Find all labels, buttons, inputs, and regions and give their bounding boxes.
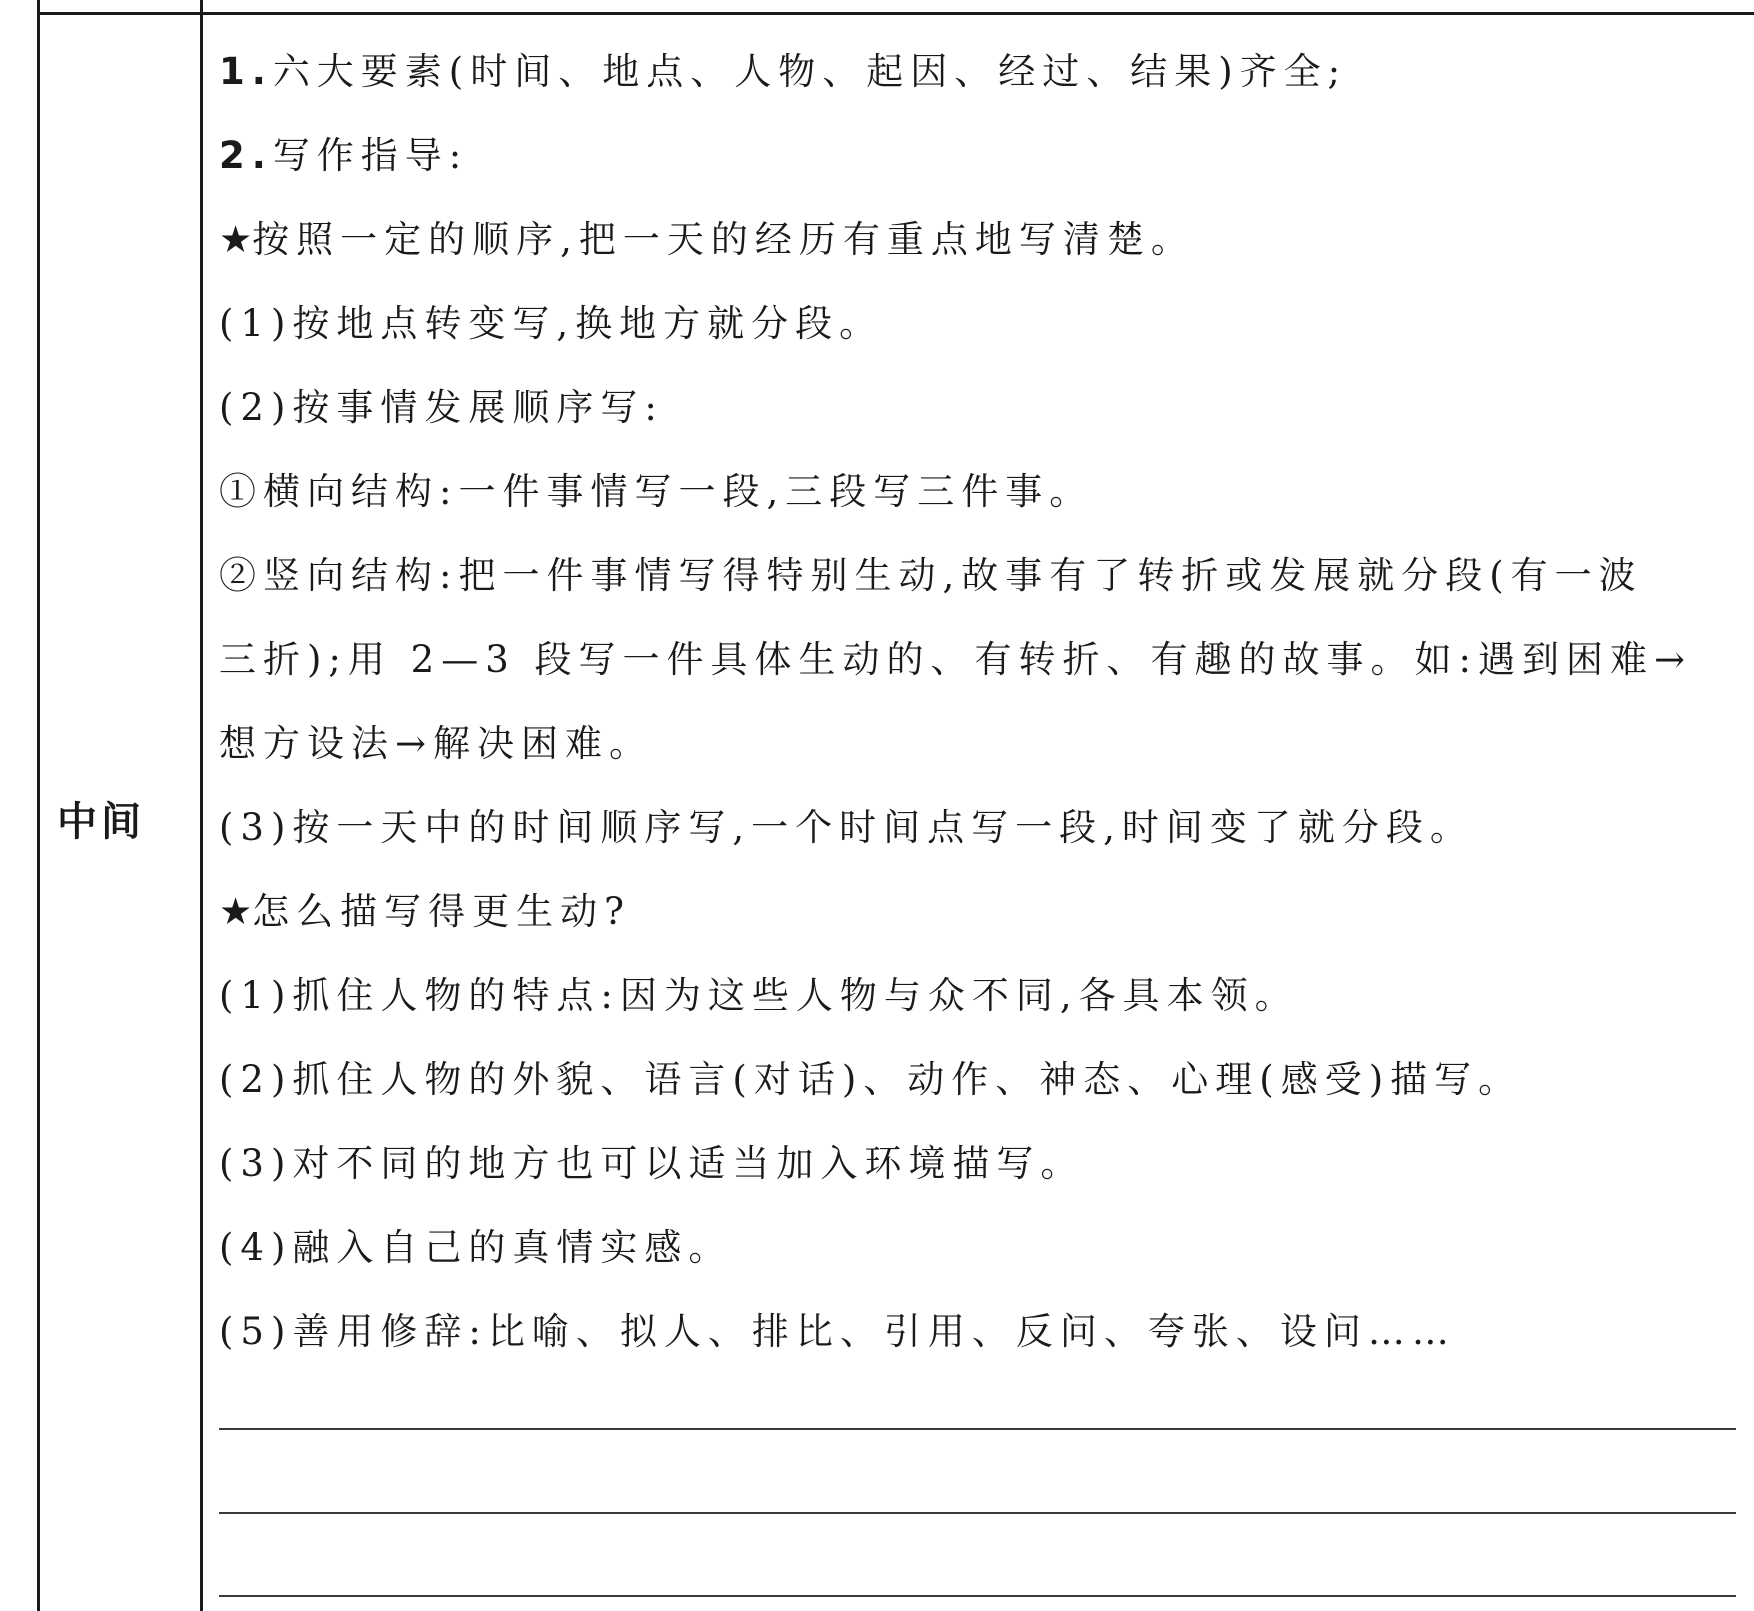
star-heading-2 — [219, 870, 1739, 954]
list-item: (2)抓住人物的外貌、语言(对话)、动作、神态、心理(感受)描写。 — [219, 1058, 1523, 1101]
blank-writing-line — [219, 1512, 1736, 1514]
blank-writing-line — [219, 1428, 1736, 1430]
star-icon: ★ — [219, 890, 253, 933]
point-text: 写作指导: — [272, 134, 469, 177]
point-1 — [219, 30, 1739, 114]
list-item: (5)善用修辞:比喻、拟人、排比、引用、反问、夸张、设问…… — [219, 1310, 1456, 1353]
list-item: ①横向结构:一件事情写一段,三段写三件事。 — [219, 470, 1094, 513]
list-item: ②竖向结构:把一件事情写得特别生动,故事有了转折或发展就分段(有一波 — [219, 554, 1643, 597]
section-label: 中间 — [57, 799, 145, 845]
heading-text: 怎么描写得更生动? — [252, 890, 632, 933]
list-item: (3)按一天中的时间顺序写,一个时间点写一段,时间变了就分段。 — [219, 806, 1474, 849]
point-2 — [219, 114, 1739, 198]
list-item: (4)融入自己的真情实感。 — [219, 1226, 733, 1269]
list-item: (1)抓住人物的特点:因为这些人物与众不同,各具本领。 — [219, 974, 1299, 1017]
point-text: 六大要素(时间、地点、人物、起因、经过、结果)齐全; — [272, 50, 1348, 93]
table-border-top — [37, 12, 1754, 15]
point-number: 2. — [219, 134, 273, 177]
column-divider — [200, 0, 203, 1611]
list-item: (2)按事情发展顺序写: — [219, 386, 664, 429]
point-number: 1. — [219, 50, 273, 93]
blank-writing-line — [219, 1595, 1736, 1597]
content-cell — [219, 30, 1739, 1374]
list-item: 想方设法→解决困难。 — [219, 722, 654, 765]
star-heading-1 — [219, 198, 1739, 282]
heading-text: 按照一定的顺序,把一天的经历有重点地写清楚。 — [252, 218, 1195, 261]
list-item: 三折);用 2—3 段写一件具体生动的、有转折、有趣的故事。如:遇到困难→ — [219, 638, 1692, 681]
list-item: (3)对不同的地方也可以适当加入环境描写。 — [219, 1142, 1085, 1185]
list-item: (1)按地点转变写,换地方就分段。 — [219, 302, 884, 345]
star-icon: ★ — [219, 218, 253, 261]
